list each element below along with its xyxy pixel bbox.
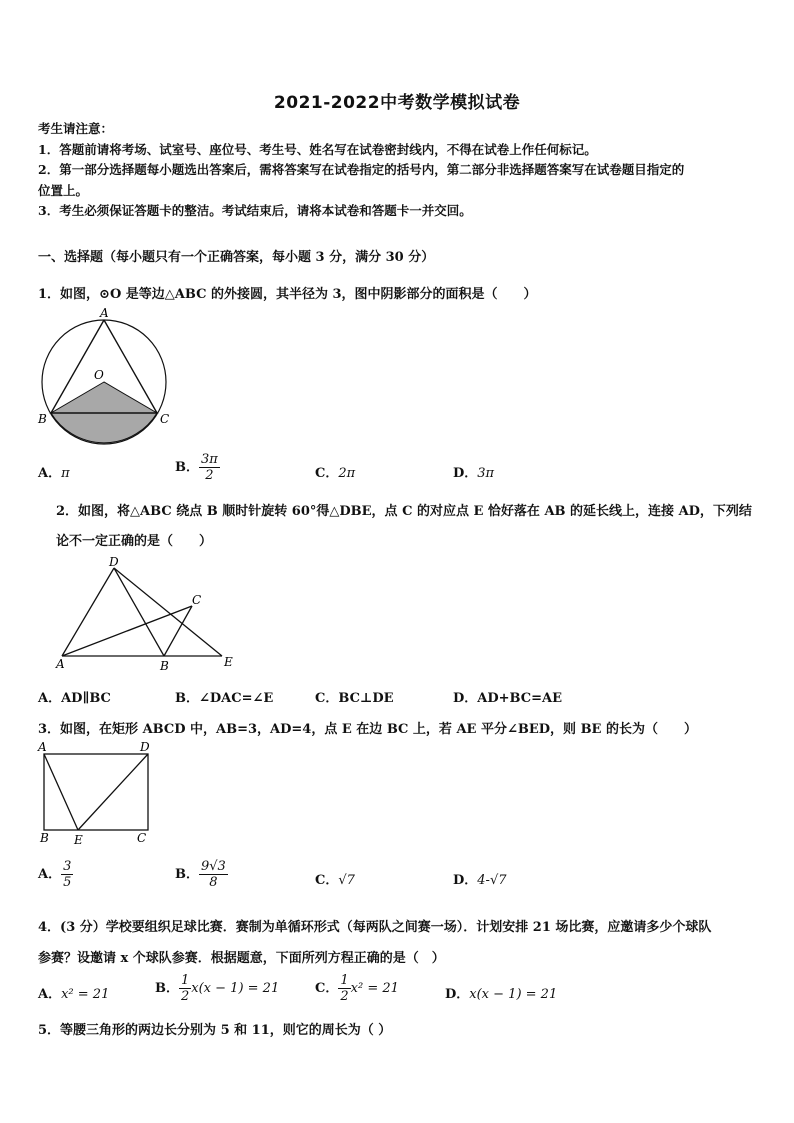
line-ae — [44, 754, 78, 830]
shaded-segment — [51, 413, 157, 443]
line-db — [114, 568, 164, 656]
label-o: O — [94, 368, 104, 382]
label-c: C — [137, 831, 147, 845]
label-b: B — [40, 831, 49, 845]
q4-text-line2: 参赛？设邀请 x 个球队参赛．根据题意，下面所列方程正确的是（ ） — [38, 951, 445, 966]
q3-option-d: D．4-√7 — [453, 873, 507, 888]
notice-item-1: 1．答题前请将考场、试室号、座位号、考生号、姓名写在试卷密封线内，不得在试卷上作任何标记。 — [38, 141, 597, 157]
section-heading: 一、选择题（每小题只有一个正确答案，每小题 3 分，满分 30 分） — [38, 250, 435, 265]
line-ed — [78, 754, 148, 830]
q1-option-b: B． $\frac{3\pi}{2}$ — [175, 452, 218, 483]
label-a: A — [56, 657, 65, 671]
notice-block — [38, 119, 758, 222]
q2-option-c: C．BC⊥DE — [315, 691, 394, 706]
label-a: A — [100, 306, 109, 320]
notice-item-2: 2．第一部分选择题每小题选出答案后，需将答案写在试卷指定的括号内，第二部分非选择题答案写在试卷题目指定的 — [38, 162, 685, 177]
label-d: D — [109, 556, 119, 569]
line-ad — [62, 568, 114, 656]
label-e: E — [74, 833, 83, 847]
line-ac — [62, 606, 192, 656]
q4-option-d: D．x(x − 1) = 21 — [445, 987, 558, 1002]
label-d: D — [140, 740, 150, 754]
q5-text: 5．等腰三角形的两边长分别为 5 和 11，则它的周长为（ ） — [38, 1023, 392, 1038]
q3-figure — [34, 738, 164, 848]
q2-text-line2: 论不一定正确的是（ ） — [56, 534, 213, 549]
q2-option-d: D．AD+BC=AE — [453, 691, 562, 706]
label-b: B — [38, 412, 47, 426]
q4-option-a: A．x² = 21 — [38, 987, 110, 1002]
shaded-triangle — [51, 382, 157, 413]
notice-heading: 考生请注意： — [38, 121, 114, 136]
q2-option-a: A．AD∥BC — [38, 691, 111, 706]
notice-item-2-cont: 位置上。 — [38, 182, 89, 198]
q1-text: 1．如图，⊙O 是等边△ABC 的外接圆，其半径为 3，图中阴影部分的面积是（ ） — [38, 287, 537, 302]
page-title: 2021-2022中考数学模拟试卷 — [273, 93, 521, 113]
q1-option-a: A．π — [38, 466, 70, 481]
q3-option-b: B． $\frac{9√3}{8}$ — [175, 859, 226, 890]
q4-option-c: C． $\frac{1}{2}$ x² = 21 — [315, 973, 399, 1004]
label-c: C — [160, 412, 170, 426]
q2-figure — [52, 556, 242, 676]
q3-text: 3．如图，在矩形 ABCD 中，AB=3，AD=4，点 E 在边 BC 上，若 AE 平分∠BED，则 BE 的长为（ ） — [38, 722, 697, 737]
notice-item-3: 3．考生必须保证答题卡的整洁。考试结束后，请将本试卷和答题卡一并交回。 — [38, 203, 472, 218]
q1-option-d: D．3π — [453, 466, 495, 481]
rectangle-abcd — [44, 754, 148, 830]
line-de — [114, 568, 222, 656]
label-a: A — [38, 740, 47, 754]
q3-option-c: C．√7 — [315, 873, 355, 888]
q4-text-line1: 4．(3 分）学校要组织足球比赛．赛制为单循环形式（每两队之间赛一场）．计划安排 21 场比赛，应邀请多少个球队 — [38, 920, 712, 935]
label-b: B — [160, 659, 169, 673]
q4-option-b: B． $\frac{1}{2}$ x(x − 1) = 21 — [155, 973, 280, 1004]
label-e: E — [224, 655, 233, 669]
label-c: C — [192, 593, 202, 607]
q2-option-b: B．∠DAC=∠E — [175, 691, 274, 706]
q2-text-line1: 2．如图，将△ABC 绕点 B 顺时针旋转 60°得△DBE，点 C 的对应点 E 恰好落在 AB 的延长线上，连接 AD，下列结 — [56, 504, 752, 519]
q1-option-c: C．2π — [315, 466, 356, 481]
line-bc — [164, 606, 192, 656]
q1-figure — [34, 305, 184, 450]
q3-option-a: A． $\frac{3}{5}$ — [38, 859, 72, 890]
